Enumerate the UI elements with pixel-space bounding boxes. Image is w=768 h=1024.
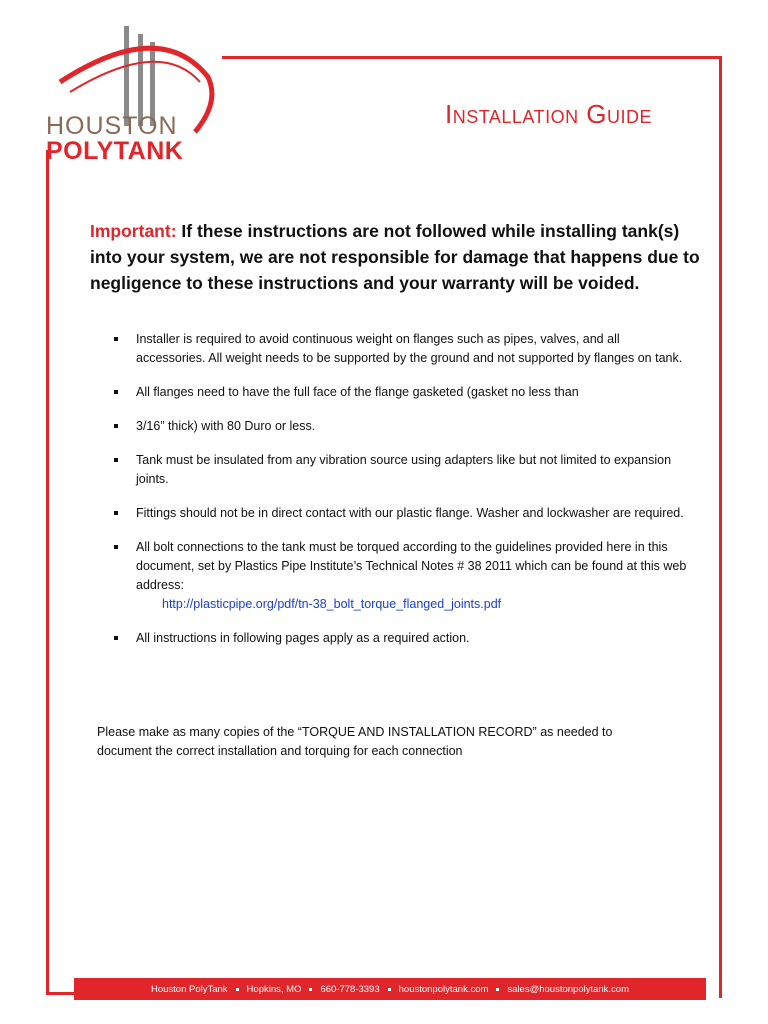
logo-polytank-text: POLYTANK	[46, 137, 184, 165]
list-item-text: All flanges need to have the full face of the flange gasketed (gasket no less than	[136, 385, 579, 399]
footer-location: Hopkins, MO	[246, 983, 302, 995]
footer-separator-icon	[496, 988, 499, 991]
frame-left-border	[46, 150, 49, 992]
closing-note: Please make as many copies of the “TORQUE AND INSTALLATION RECORD” as needed to document the correct installation and torquing for each connection	[97, 725, 613, 758]
footer-phone[interactable]: 660-778-3393	[320, 983, 380, 995]
instruction-list	[112, 330, 692, 663]
important-warning	[90, 218, 702, 296]
list-item-text: All bolt connections to the tank must be torqued according to the guidelines provided here in this document, set by Plastics Pipe Institute’s Technical Notes # 38 2011 which can be found at this web address:	[136, 540, 687, 592]
important-label: Important:	[90, 221, 177, 241]
logo-houston-text: HOUSTON	[46, 112, 178, 140]
list-item	[112, 383, 692, 402]
bullet-icon	[114, 390, 118, 394]
footer-separator-icon	[236, 988, 239, 991]
bullet-icon	[114, 545, 118, 549]
list-item-text: 3/16” thick) with 80 Duro or less.	[136, 419, 316, 433]
footer-email[interactable]: sales@houstonpolytank.com	[507, 983, 630, 995]
list-item	[112, 451, 692, 489]
frame-right-border	[719, 56, 722, 998]
footer-company: Houston PolyTank	[150, 983, 228, 995]
footer-separator-icon	[388, 988, 391, 991]
bullet-icon	[114, 337, 118, 341]
list-item	[112, 504, 692, 523]
frame-top-border	[222, 56, 722, 59]
important-text: If these instructions are not followed while installing tank(s) into your system, we are not responsible for damage that happens due to negligence to these instructions and your warranty will be voided.	[90, 221, 700, 293]
list-item-text: Tank must be insulated from any vibration source using adapters like but not limited to expansion joints.	[136, 453, 672, 486]
list-item	[112, 629, 692, 648]
ppi-guidelines-link[interactable]: http://plasticpipe.org/pdf/tn-38_bolt_torque_flanged_joints.pdf	[162, 597, 502, 611]
list-item	[112, 417, 692, 436]
list-item-text: All instructions in following pages apply as a required action.	[136, 631, 470, 645]
bullet-icon	[114, 511, 118, 515]
list-item	[112, 538, 692, 614]
bullet-icon	[114, 424, 118, 428]
bullet-icon	[114, 458, 118, 462]
footer-separator-icon	[309, 988, 312, 991]
footer-website[interactable]: houstonpolytank.com	[398, 983, 489, 995]
footer-contact-bar	[74, 978, 706, 1000]
bullet-icon	[114, 636, 118, 640]
company-logo	[40, 22, 220, 165]
list-item-text: Fittings should not be in direct contact with our plastic flange. Washer and lockwasher are required.	[136, 506, 684, 520]
list-item	[112, 330, 692, 368]
page-title: Installation Guide	[445, 99, 653, 129]
list-item-text: Installer is required to avoid continuous weight on flanges such as pipes, valves, and all accessories. All weight needs to be supported by the ground and not supported by flanges on tank.	[136, 332, 683, 365]
